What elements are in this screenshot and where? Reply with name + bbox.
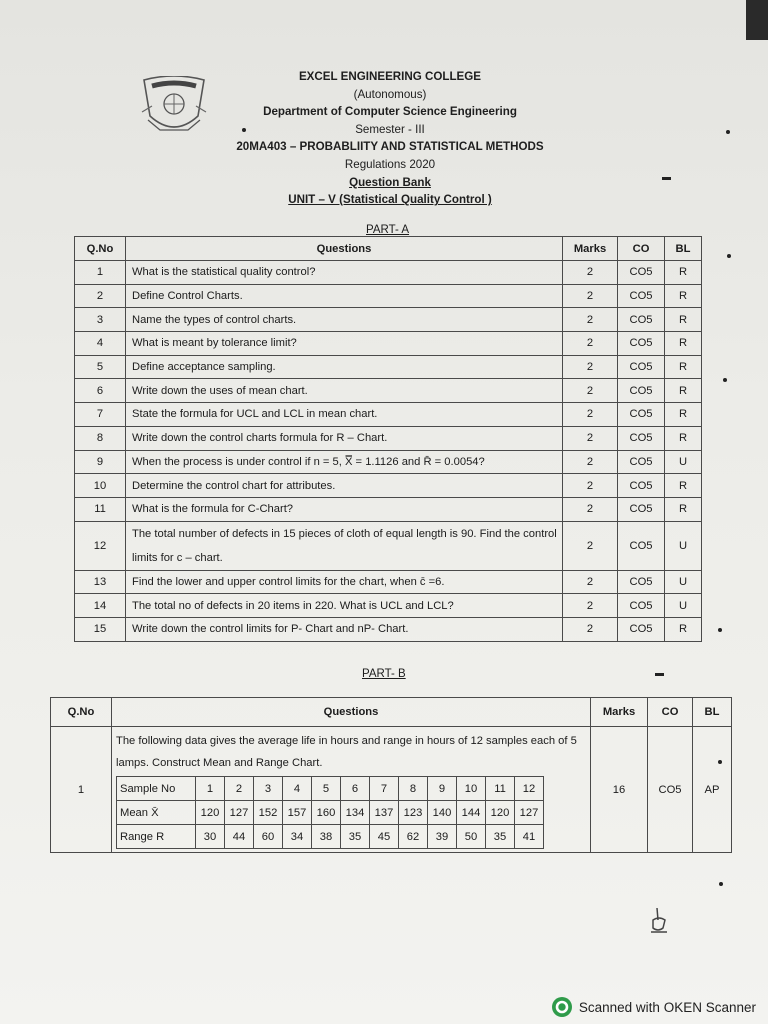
data-cell: 120 — [486, 801, 515, 825]
part-a-question: Determine the control chart for attributes. — [126, 474, 563, 498]
data-cell: 8 — [399, 777, 428, 801]
part-a-co: CO5 — [618, 355, 665, 379]
part-a-bl: R — [665, 355, 702, 379]
part-a-co: CO5 — [618, 403, 665, 427]
college-name: EXCEL ENGINEERING COLLEGE — [298, 70, 482, 83]
row-label: Range R — [117, 825, 196, 849]
part-a-question: Write down the control limits for P- Chart and nP- Chart. — [126, 617, 563, 641]
part-a-marks: 2 — [563, 403, 618, 427]
data-cell: 123 — [399, 801, 428, 825]
part-a-marks: 2 — [563, 426, 618, 450]
part-b-header-marks: Marks — [591, 698, 648, 727]
part-a-bl: U — [665, 594, 702, 618]
part-b-header-bl: BL — [693, 698, 732, 727]
row-label: Mean X̄ — [117, 801, 196, 825]
table-row — [75, 379, 702, 403]
part-a-rows — [75, 261, 702, 642]
table-row — [75, 284, 702, 308]
part-b-title: PART- B — [362, 668, 406, 680]
part-a-qno: 13 — [75, 570, 126, 594]
part-a-header-co: CO — [618, 237, 665, 261]
table-row — [75, 521, 702, 570]
part-a-bl: R — [665, 474, 702, 498]
part-a-marks: 2 — [563, 261, 618, 285]
part-a-bl: R — [665, 379, 702, 403]
part-a-marks: 2 — [563, 355, 618, 379]
scan-speck — [662, 177, 671, 180]
data-cell: 30 — [196, 825, 225, 849]
data-cell: 5 — [312, 777, 341, 801]
part-a-co: CO5 — [618, 332, 665, 356]
sample-no-row — [117, 777, 544, 801]
part-a-qno: 15 — [75, 617, 126, 641]
part-a-co: CO5 — [618, 474, 665, 498]
part-a-bl: R — [665, 403, 702, 427]
table-row — [75, 617, 702, 641]
data-cell: 12 — [515, 777, 544, 801]
part-a-qno: 5 — [75, 355, 126, 379]
data-cell: 44 — [225, 825, 254, 849]
data-cell: 41 — [515, 825, 544, 849]
data-cell: 10 — [457, 777, 486, 801]
part-a-question: What is meant by tolerance limit? — [126, 332, 563, 356]
data-cell: 50 — [457, 825, 486, 849]
oken-scanner-logo-icon — [551, 996, 573, 1018]
table-row — [75, 403, 702, 427]
part-a-qno: 9 — [75, 450, 126, 474]
scan-speck — [726, 130, 730, 134]
part-a-co: CO5 — [618, 570, 665, 594]
data-cell: 11 — [486, 777, 515, 801]
scan-speck — [242, 128, 246, 132]
part-a-marks: 2 — [563, 379, 618, 403]
part-a-qno: 7 — [75, 403, 126, 427]
part-a-question: What is the formula for C-Chart? — [126, 497, 563, 521]
part-b-question — [112, 727, 591, 853]
part-a-bl: R — [665, 332, 702, 356]
scan-speck — [718, 760, 722, 764]
scanner-watermark — [551, 996, 756, 1018]
part-a-question: Name the types of control charts. — [126, 308, 563, 332]
scan-speck — [655, 673, 664, 676]
row-label: Sample No — [117, 777, 196, 801]
part-a-bl: R — [665, 308, 702, 332]
data-cell: 157 — [283, 801, 312, 825]
part-b-qno: 1 — [51, 727, 112, 853]
part-a-qno: 8 — [75, 426, 126, 450]
part-b-co: CO5 — [648, 727, 693, 853]
part-a-qno: 6 — [75, 379, 126, 403]
part-a-question: Write down the control charts formula for R – Chart. — [126, 426, 563, 450]
data-cell: 62 — [399, 825, 428, 849]
part-a-bl: R — [665, 617, 702, 641]
semester-label: Semester - III — [355, 122, 425, 136]
part-a-qno: 2 — [75, 284, 126, 308]
part-a-co: CO5 — [618, 379, 665, 403]
scan-speck — [723, 378, 727, 382]
data-cell: 45 — [370, 825, 399, 849]
part-a-question: Define acceptance sampling. — [126, 355, 563, 379]
part-a-qno: 4 — [75, 332, 126, 356]
table-row — [51, 727, 732, 853]
scan-speck — [718, 628, 722, 632]
part-b-question-text: The following data gives the average life in hours and range in hours of 12 samples each of 5 lamps. Construct Mean and Range Chart. — [116, 735, 577, 769]
doc-type-label: Question Bank — [349, 175, 431, 189]
part-a-header-qno: Q.No — [75, 237, 126, 261]
table-row — [75, 450, 702, 474]
part-a-marks: 2 — [563, 450, 618, 474]
table-row — [75, 355, 702, 379]
unit-title: UNIT – V (Statistical Quality Control ) — [288, 193, 492, 207]
part-a-marks: 2 — [563, 521, 618, 570]
part-b-table — [50, 697, 732, 853]
data-cell: 137 — [370, 801, 399, 825]
table-row — [75, 426, 702, 450]
part-a-qno: 12 — [75, 521, 126, 570]
scanner-watermark-text: Scanned with OKEN Scanner — [578, 999, 756, 1015]
part-b-header-co: CO — [648, 698, 693, 727]
scan-speck — [719, 882, 723, 886]
data-cell: 152 — [254, 801, 283, 825]
range-row — [117, 825, 544, 849]
part-a-co: CO5 — [618, 497, 665, 521]
part-a-qno: 11 — [75, 497, 126, 521]
mean-row — [117, 801, 544, 825]
part-b-bl: AP — [693, 727, 732, 853]
autonomous-label: (Autonomous) — [353, 87, 427, 101]
data-cell: 120 — [196, 801, 225, 825]
part-b-header-questions: Questions — [112, 698, 591, 727]
data-cell: 35 — [486, 825, 515, 849]
part-a-question: The total number of defects in 15 pieces of cloth of equal length is 90. Find the control limits for c – chart. — [126, 521, 563, 570]
part-b-header-qno: Q.No — [51, 698, 112, 727]
table-row — [75, 594, 702, 618]
data-cell: 60 — [254, 825, 283, 849]
part-a-question: When the process is under control if n = 5, X̿ = 1.1126 and R̄ = 0.0054? — [126, 450, 563, 474]
part-a-marks: 2 — [563, 617, 618, 641]
data-cell: 4 — [283, 777, 312, 801]
data-cell: 144 — [457, 801, 486, 825]
data-cell: 38 — [312, 825, 341, 849]
table-row — [75, 308, 702, 332]
part-a-co: CO5 — [618, 617, 665, 641]
part-a-table — [74, 236, 702, 642]
part-b-marks: 16 — [591, 727, 648, 853]
part-a-marks: 2 — [563, 570, 618, 594]
part-a-marks: 2 — [563, 332, 618, 356]
sample-data-table — [116, 776, 544, 849]
table-row — [75, 570, 702, 594]
scan-corner-shadow — [746, 0, 768, 40]
part-a-co: CO5 — [618, 426, 665, 450]
part-a-marks: 2 — [563, 497, 618, 521]
data-cell: 127 — [515, 801, 544, 825]
part-a-title: PART- A — [366, 224, 410, 236]
data-cell: 140 — [428, 801, 457, 825]
table-row — [75, 474, 702, 498]
data-cell: 35 — [341, 825, 370, 849]
part-a-bl: U — [665, 570, 702, 594]
part-a-question: Define Control Charts. — [126, 284, 563, 308]
data-cell: 6 — [341, 777, 370, 801]
part-a-bl: U — [665, 450, 702, 474]
part-a-header-bl: BL — [665, 237, 702, 261]
data-cell: 3 — [254, 777, 283, 801]
part-a-question: Write down the uses of mean chart. — [126, 379, 563, 403]
part-a-question: Find the lower and upper control limits for the chart, when c̄ =6. — [126, 570, 563, 594]
data-cell: 34 — [283, 825, 312, 849]
data-cell: 134 — [341, 801, 370, 825]
scan-speck — [727, 254, 731, 258]
part-a-co: CO5 — [618, 594, 665, 618]
part-a-co: CO5 — [618, 261, 665, 285]
data-cell: 7 — [370, 777, 399, 801]
data-cell: 39 — [428, 825, 457, 849]
part-a-bl: U — [665, 521, 702, 570]
part-a-header-questions: Questions — [126, 237, 563, 261]
part-a-qno: 3 — [75, 308, 126, 332]
part-a-marks: 2 — [563, 474, 618, 498]
table-row — [75, 332, 702, 356]
document-header — [200, 68, 580, 209]
part-a-marks: 2 — [563, 284, 618, 308]
part-a-bl: R — [665, 261, 702, 285]
part-a-header-marks: Marks — [563, 237, 618, 261]
part-a-bl: R — [665, 426, 702, 450]
part-a-co: CO5 — [618, 521, 665, 570]
part-a-co: CO5 — [618, 284, 665, 308]
data-cell: 9 — [428, 777, 457, 801]
course-title: 20MA403 – PROBABLIITY AND STATISTICAL METHODS — [236, 140, 544, 154]
part-a-co: CO5 — [618, 450, 665, 474]
part-a-question: The total no of defects in 20 items in 220. What is UCL and LCL? — [126, 594, 563, 618]
part-a-bl: R — [665, 497, 702, 521]
part-a-question: What is the statistical quality control? — [126, 261, 563, 285]
data-cell: 1 — [196, 777, 225, 801]
part-a-qno: 10 — [75, 474, 126, 498]
part-a-qno: 1 — [75, 261, 126, 285]
data-cell: 160 — [312, 801, 341, 825]
part-a-bl: R — [665, 284, 702, 308]
handwritten-mark-icon — [645, 906, 673, 938]
part-a-marks: 2 — [563, 308, 618, 332]
table-row — [75, 261, 702, 285]
table-row — [75, 497, 702, 521]
part-a-co: CO5 — [618, 308, 665, 332]
data-cell: 127 — [225, 801, 254, 825]
part-a-question: State the formula for UCL and LCL in mean chart. — [126, 403, 563, 427]
part-a-qno: 14 — [75, 594, 126, 618]
regulations-label: Regulations 2020 — [344, 157, 436, 171]
data-cell: 2 — [225, 777, 254, 801]
part-a-marks: 2 — [563, 594, 618, 618]
department-name: Department of Computer Science Engineering — [263, 105, 517, 119]
